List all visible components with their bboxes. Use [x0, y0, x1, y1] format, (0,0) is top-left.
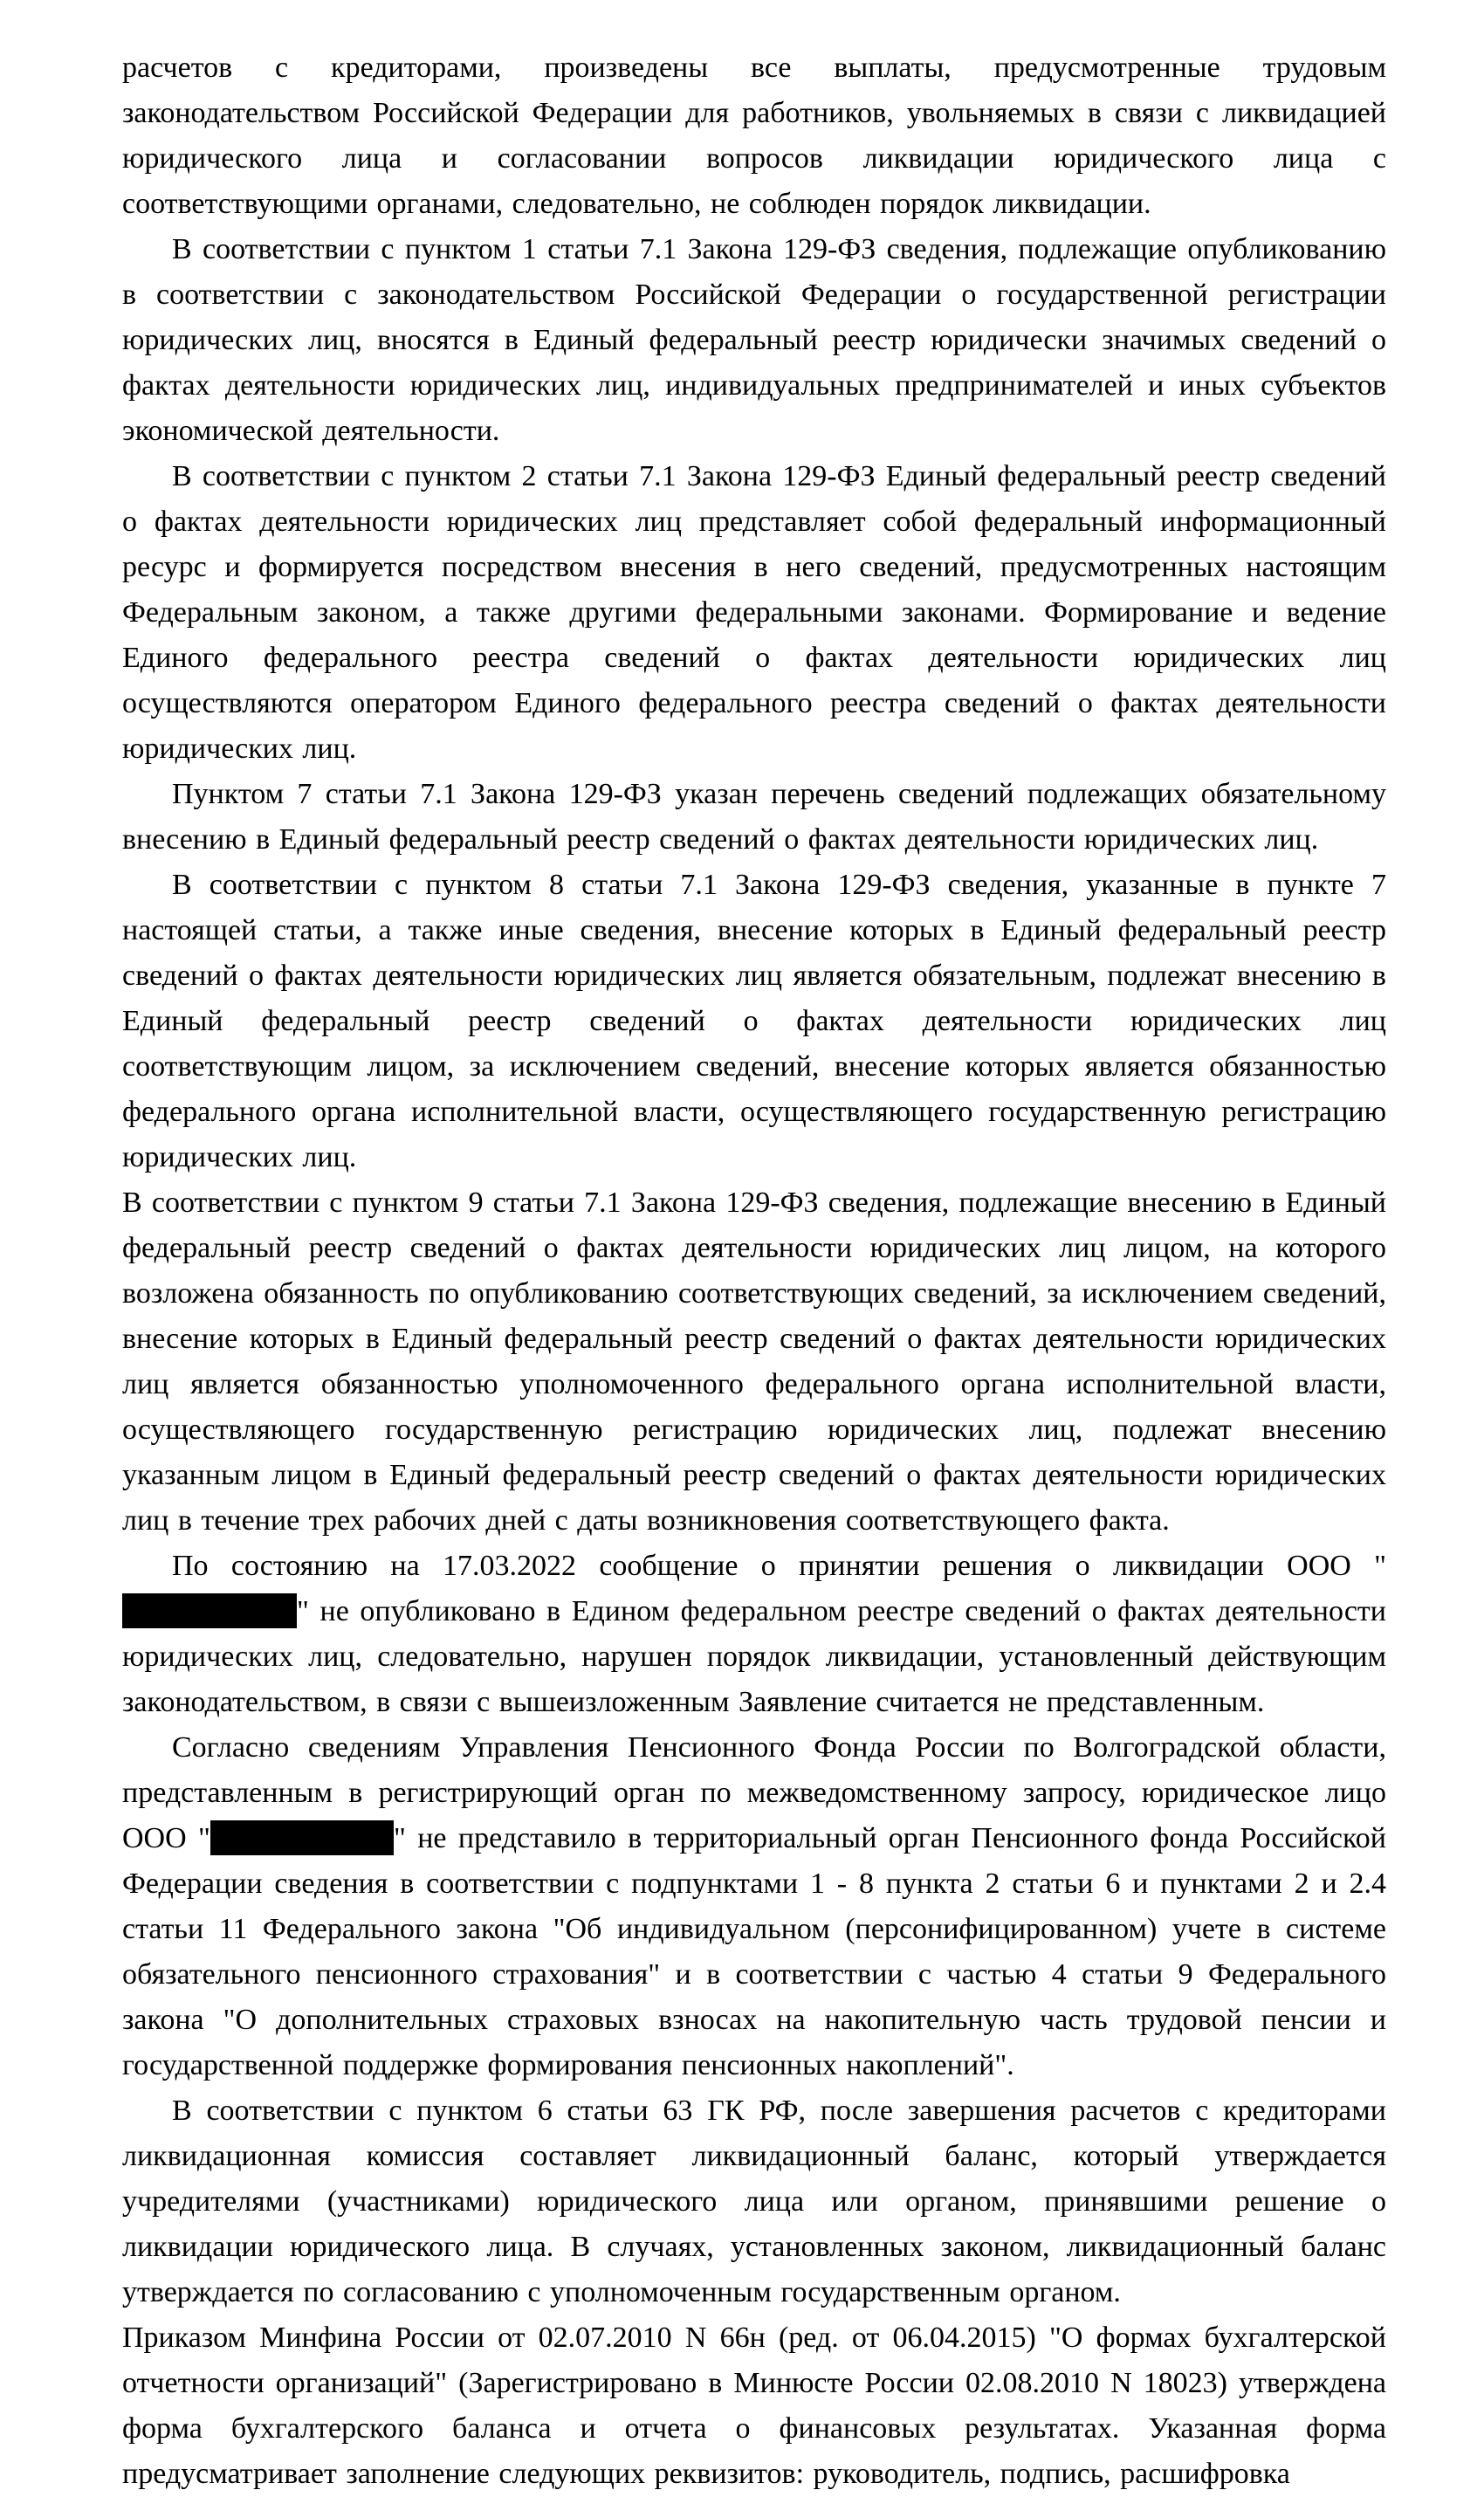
- paragraph-7-text-after-redaction: " не опубликовано в Едином федеральном реестре сведений о фактах деятельности юридических лиц, следовательно, нарушен порядок ликвидации, установленный действующим законодательством, в связи с вышеизложенным Заявление считается не представленным.: [122, 1595, 1386, 1718]
- paragraph-4: [122, 772, 1386, 863]
- paragraph-10: [122, 2315, 1386, 2497]
- paragraph-3: [122, 454, 1386, 772]
- paragraph-4-text: Пунктом 7 статьи 7.1 Закона 129-ФЗ указан перечень сведений подлежащих обязательному внесению в Единый федеральный реестр сведений о фактах деятельности юридических лиц.: [122, 778, 1386, 856]
- paragraph-1: [122, 45, 1386, 227]
- paragraph-5: [122, 863, 1386, 1180]
- paragraph-9: [122, 2088, 1386, 2315]
- redaction-box-company-name-1: [122, 1593, 297, 1628]
- paragraph-2: [122, 227, 1386, 454]
- paragraph-6-text: В соответствии с пунктом 9 статьи 7.1 Закона 129-ФЗ сведения, подлежащие внесению в Единый федеральный реестр сведений о фактах деятельности юридических лиц лицом, на которого возложена обязанность по опубликованию соответствующих сведений, за исключением сведений, внесение которых в Единый федеральный реестр сведений о фактах деятельности юридических лиц является обязанностью уполномоченного федерального органа исполнительной власти, осуществляющего государственную регистрацию юридических лиц, подлежат внесению указанным лицом в Единый федеральный реестр сведений о фактах деятельности юридических лиц в течение трех рабочих дней с даты возникновения соответствующего факта.: [122, 1187, 1386, 1537]
- paragraph-2-text: В соответствии с пунктом 1 статьи 7.1 Закона 129-ФЗ сведения, подлежащие опубликованию в соответствии с законодательством Российской Федерации о государственной регистрации юридических лиц, вносятся в Единый федеральный реестр юридически значимых сведений о фактах деятельности юридических лиц, индивидуальных предпринимателей и иных субъектов экономической деятельности.: [122, 233, 1386, 447]
- paragraph-1-text: расчетов с кредиторами, произведены все выплаты, предусмотренные трудовым законодательством Российской Федерации для работников, увольняемых в связи с ликвидацией юридического лица и согласовании вопросов ликвидации юридического лица с соответствующими органами, следовательно, не соблюден порядок ликвидации.: [122, 52, 1386, 220]
- redaction-box-company-name-2: [210, 1820, 394, 1855]
- paragraph-8-text-before-redaction: Согласно сведениям Управления Пенсионного Фонда России по Волгоградской области, представленным в регистрирующий орган по межведомственному запросу, юридическое лицо ООО ": [122, 1731, 1386, 1854]
- paragraph-7-text-before-redaction: По состоянию на 17.03.2022 сообщение о принятии решения о ликвидации ООО ": [172, 1550, 1386, 1582]
- paragraph-8-text-after-redaction: " не представило в территориальный орган Пенсионного фонда Российской Федерации сведения в соответствии с подпунктами 1 - 8 пункта 2 статьи 6 и пунктами 2 и 2.4 статьи 11 Федерального закона "Об индивидуальном (персонифицированном) учете в системе обязательного пенсионного страхования" и в соответствии с частью 4 статьи 9 Федерального закона "О дополнительных страховых взносах на накопительную часть трудовой пенсии и государственной поддержке формирования пенсионных накоплений".: [122, 1822, 1386, 2081]
- paragraph-9-text: В соответствии с пунктом 6 статьи 63 ГК РФ, после завершения расчетов с кредиторами ликвидационная комиссия составляет ликвидационный баланс, который утверждается учредителями (участниками) юридического лица или органом, принявшими решение о ликвидации юридического лица. В случаях, установленных законом, ликвидационный баланс утверждается по согласованию с уполномоченным государственным органом.: [122, 2095, 1386, 2308]
- paragraph-5-text: В соответствии с пунктом 8 статьи 7.1 Закона 129-ФЗ сведения, указанные в пункте 7 настоящей статьи, а также иные сведения, внесение которых в Единый федеральный реестр сведений о фактах деятельности юридических лиц является обязательным, подлежат внесению в Единый федеральный реестр сведений о фактах деятельности юридических лиц соответствующим лицом, за исключением сведений, внесение которых является обязанностью федерального органа исполнительной власти, осуществляющего государственную регистрацию юридических лиц.: [122, 869, 1386, 1173]
- paragraph-7: [122, 1544, 1386, 1725]
- paragraph-6: [122, 1180, 1386, 1544]
- paragraph-8: [122, 1725, 1386, 2088]
- paragraph-3-text: В соответствии с пунктом 2 статьи 7.1 Закона 129-ФЗ Единый федеральный реестр сведений о фактах деятельности юридических лиц представляет собой федеральный информационный ресурс и формируется посредством внесения в него сведений, предусмотренных настоящим Федеральным законом, а также другими федеральными законами. Формирование и ведение Единого федерального реестра сведений о фактах деятельности юридических лиц осуществляются оператором Единого федерального реестра сведений о фактах деятельности юридических лиц.: [122, 460, 1386, 765]
- paragraph-10-text: Приказом Минфина России от 02.07.2010 N 66н (ред. от 06.04.2015) "О формах бухгалтерской отчетности организаций" (Зарегистрировано в Минюсте России 02.08.2010 N 18023) утверждена форма бухгалтерского баланса и отчета о финансовых результатах. Указанная форма предусматривает заполнение следующих реквизитов: руководитель, подпись, расшифровка: [122, 2322, 1386, 2490]
